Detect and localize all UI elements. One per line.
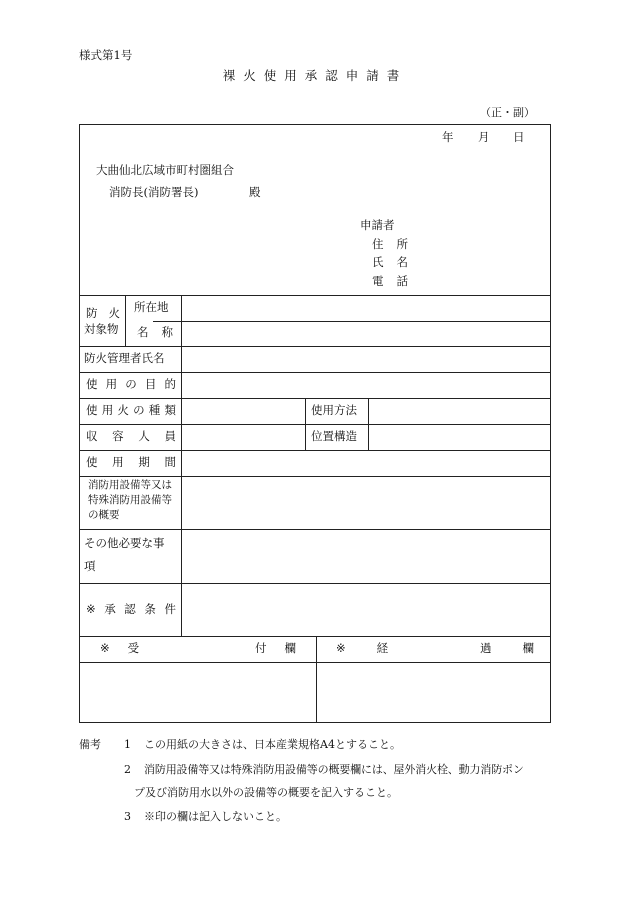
row-divider [80, 583, 550, 584]
period-label: 使 用 期 間 [86, 455, 176, 469]
other-matters-label-line2: 項 [84, 559, 96, 573]
row-divider [80, 636, 550, 637]
other-matters-label-line1: その他必要な事 [84, 536, 165, 550]
row-divider [80, 398, 550, 399]
note-text: ※印の欄は記入しないこと。 [144, 810, 287, 823]
approval-conditions-label: ※ 承 認 条 件 [86, 602, 176, 616]
date-day-label: 日 [513, 130, 525, 144]
form-title: 裸火使用承認申請書 [222, 68, 408, 83]
note-text: この用紙の大きさは、日本産業規格A4とすること。 [144, 738, 401, 751]
addressee-chief: 消防長(消防署長) [109, 185, 199, 199]
target-label-line2: 対象物 [84, 322, 119, 336]
name-label: 名 称 [137, 325, 173, 339]
copy-marker: （正・副） [480, 106, 535, 119]
target-label-line1: 防 火 [86, 306, 120, 320]
applicant-phone-label: 電 話 [372, 274, 408, 288]
row-divider [80, 529, 550, 530]
applicant-name-label: 氏 名 [372, 255, 408, 269]
date-year-label: 年 [442, 130, 454, 144]
column-divider [368, 398, 369, 450]
fire-type-label: 使 用 火 の 種 類 [86, 403, 176, 417]
addressee-organization: 大曲仙北広域市町村圏組合 [96, 163, 234, 177]
column-divider [181, 295, 182, 636]
column-divider [305, 398, 306, 450]
row-divider [80, 662, 550, 663]
note-text-continued: プ及び消防用水以外の設備等の概要を記入すること。 [134, 786, 398, 799]
note-number: 3 [124, 810, 131, 823]
row-divider [80, 346, 550, 347]
fire-manager-label: 防火管理者氏名 [84, 351, 165, 365]
addressee-honorific: 殿 [249, 185, 261, 199]
note-number: 1 [124, 738, 131, 751]
row-divider [80, 476, 550, 477]
date-month-label: 月 [478, 130, 490, 144]
note-text: 消防用設備等又は特殊消防用設備等の概要欄には、屋外消火栓、動力消防ポン [144, 763, 524, 776]
form-number: 様式第1号 [79, 48, 133, 62]
reception-column-header: ※ 受 付 欄 [100, 641, 296, 655]
usage-method-label: 使用方法 [311, 403, 357, 417]
row-divider [80, 450, 550, 451]
column-divider [125, 295, 126, 346]
applicant-heading: 申請者 [360, 218, 395, 232]
note-number: 2 [124, 763, 131, 776]
row-divider [153, 321, 550, 322]
capacity-label: 収 容 人 員 [86, 429, 176, 443]
equipment-overview-label: 消防用設備等又は特殊消防用設備等の概要 [88, 479, 172, 521]
application-form-table [79, 124, 551, 723]
position-structure-label: 位置構造 [311, 429, 357, 443]
row-divider [80, 295, 550, 296]
notes-heading: 備考 [79, 738, 101, 751]
row-divider [80, 372, 550, 373]
progress-column-header: ※ 経 過 欄 [336, 641, 534, 655]
applicant-address-label: 住 所 [372, 237, 408, 251]
purpose-label: 使 用 の 目 的 [86, 377, 176, 391]
row-divider [80, 424, 550, 425]
column-divider [316, 636, 317, 723]
location-label: 所在地 [134, 300, 169, 314]
